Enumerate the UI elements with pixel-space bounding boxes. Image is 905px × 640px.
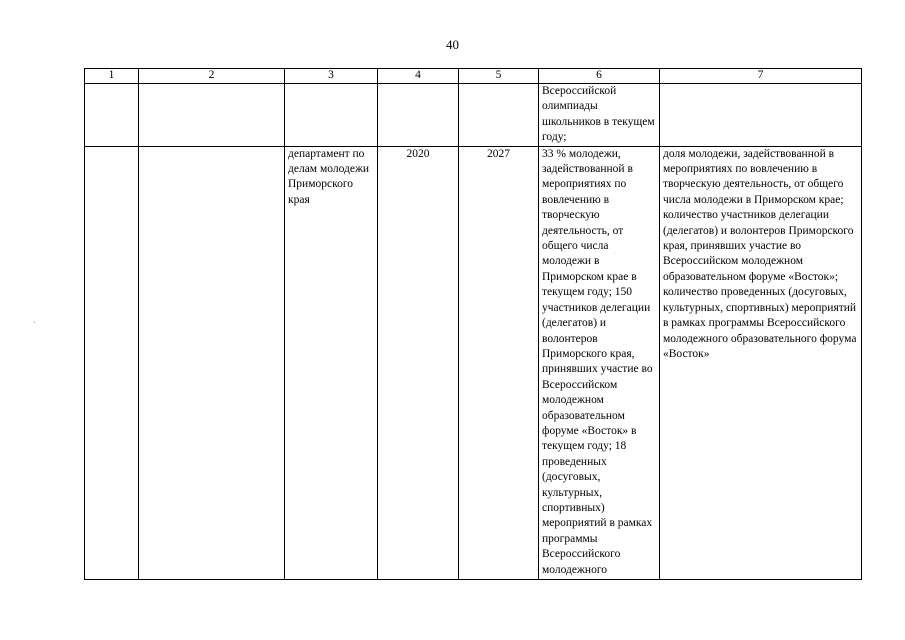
target-value-cell: 33 % молодежи, задействованной в мероприятиях по вовлечению в творческую деятельность, от общего числа молодежи в Приморском крае в текущем году; 150 участников делегации (делегатов) и волонтеров Приморского края, принявших участие во Всероссийском молодежном образовательном форуме «Восток» в текущем году; 18 проведенных (досуговых, культурных, спортивных) мероприятий в рамках программы Всероссийского молодежного bbox=[539, 146, 660, 579]
column-header-5: 5 bbox=[459, 69, 539, 84]
table-cell bbox=[85, 84, 139, 147]
column-number-row bbox=[85, 69, 862, 84]
table-cell bbox=[459, 84, 539, 147]
column-header-6: 6 bbox=[539, 69, 660, 84]
table-row bbox=[85, 146, 862, 579]
table-cell bbox=[139, 146, 285, 579]
start-year-cell: 2020 bbox=[378, 146, 459, 579]
table-cell bbox=[378, 84, 459, 147]
column-header-4: 4 bbox=[378, 69, 459, 84]
program-table bbox=[84, 68, 862, 580]
end-year-cell: 2027 bbox=[459, 146, 539, 579]
table-cell bbox=[139, 84, 285, 147]
table-row bbox=[85, 84, 862, 147]
table-cell bbox=[285, 84, 378, 147]
column-header-7: 7 bbox=[660, 69, 862, 84]
column-header-2: 2 bbox=[139, 69, 285, 84]
indicator-cell: доля молодежи, задействованной в мероприятиях по вовлечению в творческую деятельность, от общего числа молодежи в Приморском крае; количество участников делегации (делегатов) и волонтеров Приморского края, принявших участие во Всероссийском молодежном образовательном форуме «Восток»; количество проведенных (досуговых, культурных, спортивных) мероприятий в рамках программы Всероссийского молодежного образовательного форума «Восток» bbox=[660, 146, 862, 579]
table-cell bbox=[85, 146, 139, 579]
responsible-executor-cell: департамент по делам молодежи Приморского края bbox=[285, 146, 378, 579]
column-header-1: 1 bbox=[85, 69, 139, 84]
target-value-cell: Всероссийской олимпиады школьников в текущем году; bbox=[539, 84, 660, 147]
scan-mark: · bbox=[33, 318, 36, 327]
indicator-cell bbox=[660, 84, 862, 147]
page-number: 40 bbox=[446, 37, 459, 52]
column-header-3: 3 bbox=[285, 69, 378, 84]
